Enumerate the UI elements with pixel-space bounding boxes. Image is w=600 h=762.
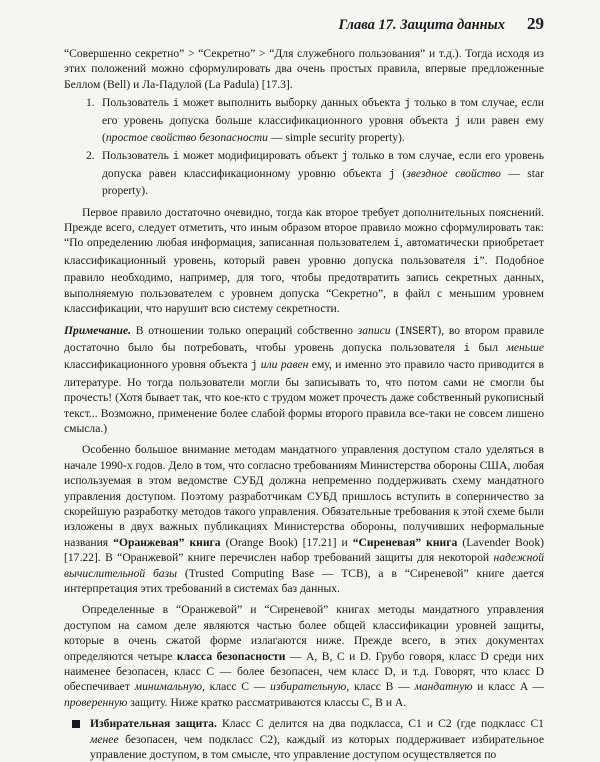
note-paragraph: Примечание. В отношении только операций собственно записи (INSERT), во втором правиле достаточно было бы потребовать, чтобы уровень допуска пользователя i был меньше классификационного уровня объекта j или равен ему, и именно это правило часто приводится в литературе. Но тогда пользователи могли бы записывать то, что потом сами не смогли бы прочесть! (Хотя бывает так, что кое-кто с трудом может прочесть даже собственный рукописный текст... Возможно, применение более слабой формы второго правила все-таки не совсем лишено смысла.)	[64, 323, 545, 435]
running-head	[64, 14, 544, 34]
list-number: 1.	[86, 96, 95, 110]
bullet-text: Избирательная защита. Класс C делится на два подкласса, C1 и C2 (где подкласс C1 менее безопасен, чем подкласс C2), каждый из которых поддерживает избирательное управление доступом, в том смысле, что управление доступом осуществляется по	[90, 717, 544, 762]
paragraph: Первое правило достаточно очевидно, тогда как второе требует дополнительных пояснений. Прежде всего, следует отметить, что иным образом второе правило можно сформулировать так: “По определению любая информация, записанная пользователем i, автоматически приобретает классификационный уровень, который равен уровню допуска пользователя i”. Подобное правило необходимо, например, для того, чтобы предотвратить запись секретных данных, выполняемую пользователем с уровнем допуска “Секретно”, в файл с меньшим уровнем классификации, что нарушит всю систему секретности.	[64, 205, 544, 316]
page-number: 29	[527, 14, 544, 33]
rule-item-1	[64, 95, 544, 145]
rule-text: Пользователь i может выполнить выборку данных объекта j только в том случае, если его уровень допуска больше классификационного уровня объекта j или равен ему (простое свойство безопасности — simple security property).	[102, 96, 544, 145]
paragraph: Определенные в “Оранжевой” и “Сиреневой” книгах методы мандатного управления доступом на самом деле являются частью более общей классификации уровней защиты, которые в очень сжатой форме излагаются ниже. Прежде всего, в этих документах определяются четыре класса безопасности — A, B, C и D. Грубо говоря, класс D среди них наименее безопасен, класс C — более безопасен, чем класс D, и т.д. Говорят, что класс D обеспечивает минимальную, класс C — избирательную, класс B — мандатную и класс A — проверенную защиту. Ниже кратко рассматриваются классы C, B и A.	[64, 603, 544, 709]
rules-list	[64, 95, 544, 198]
paragraph: Особенно большое внимание методам мандатного управления доступом стало уделяться в начале 1990-х годов. Дело в том, что согласно требованиям Министерства обороны США, любая используемая в этом ведомстве СУБД должна непременно поддерживать схему мандатного управления доступом. Поэтому разработчикам СУБД пришлось вступить в соперничество за скорейшую разработку методов такого управления. Обязательные требования к этой схеме были изложены в двух важных публикациях Министерства обороны, получивших неформальные названия “Оранжевая” книга (Orange Book) [17.21] и “Сиреневая” книга (Lavender Book) [17.22]. В “Оранжевой” книге перечислен набор требований защиты для некоторой надежной вычислительной базы (Trusted Computing Base — TCB), а в “Сиреневой” книге дается интерпретация этих требований в системах баз данных.	[64, 443, 544, 595]
chapter-title: Глава 17. Защита данных	[338, 17, 505, 33]
square-bullet-icon	[72, 720, 80, 728]
list-number: 2.	[86, 149, 95, 163]
bullet-item	[64, 716, 544, 762]
rule-text: Пользователь i может модифицировать объект j только в том случае, если его уровень допуска равен классификационному уровню объекта j (звездное свойство — star property).	[102, 149, 545, 198]
body-text	[64, 46, 544, 762]
paragraph-continuation: “Совершенно секретно” > “Секретно” > “Для служебного пользования” и т.д.). Тогда исходя из этих положений можно сформулировать два очень простых правила, впервые предложенные Беллом (Bell) и Ла-Падулой (La Padula) [17.3].	[64, 47, 544, 91]
rule-item-2	[64, 148, 544, 198]
